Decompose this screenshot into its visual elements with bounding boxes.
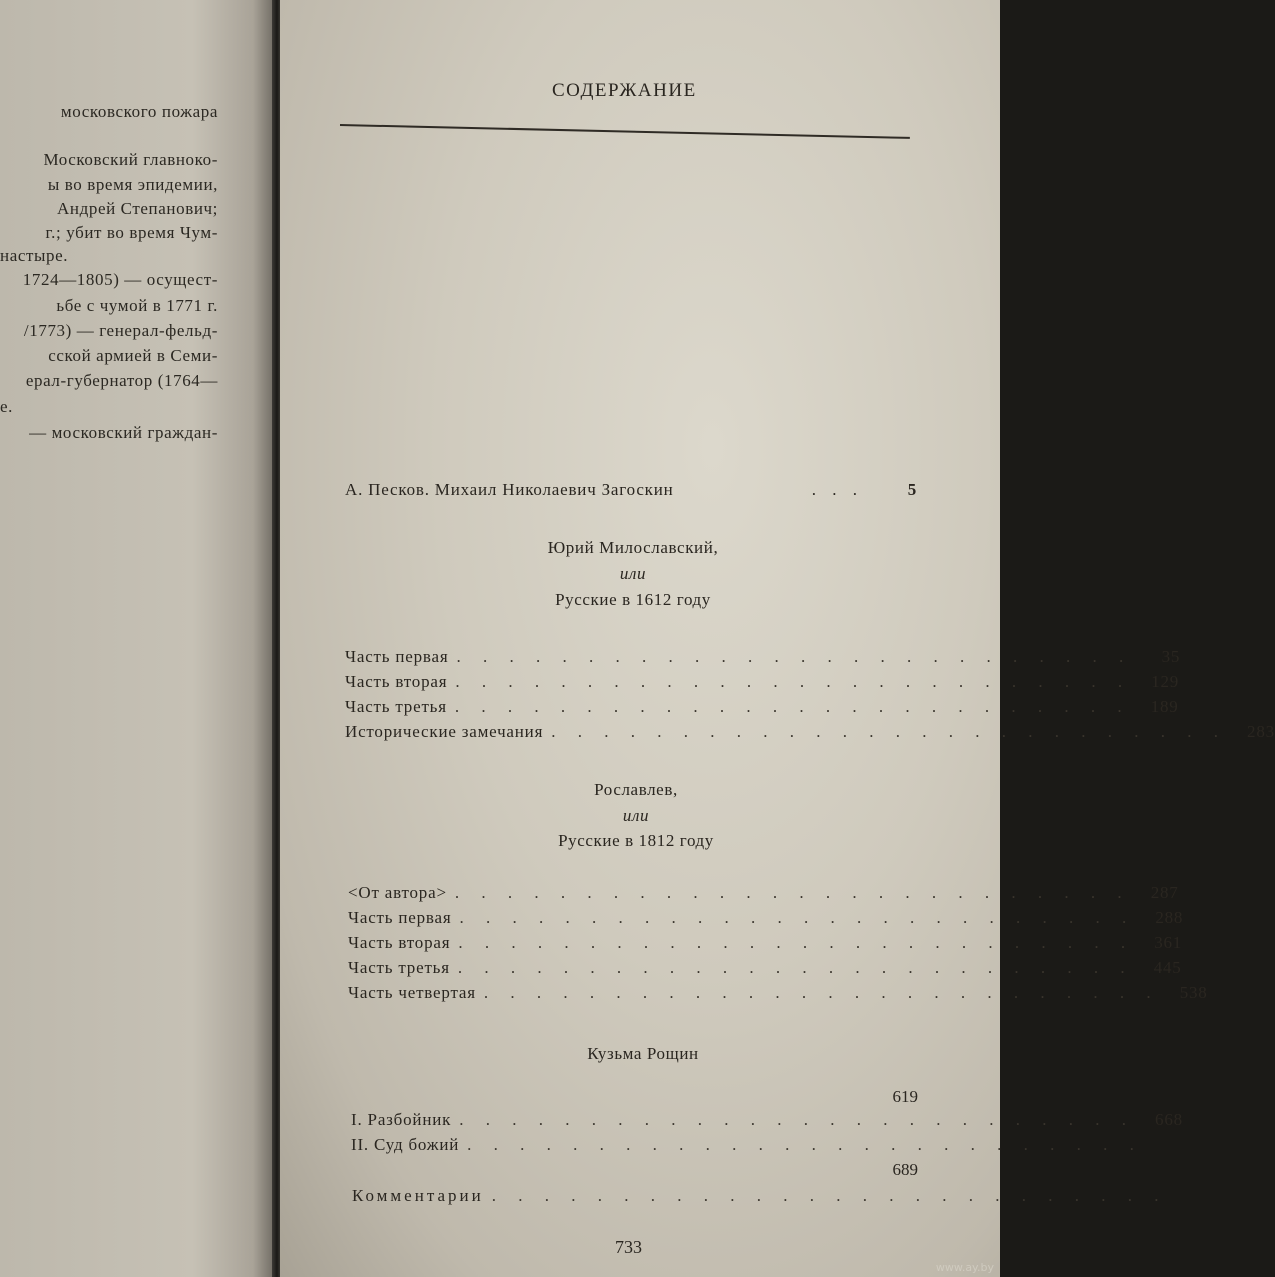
toc-leader-dots: . . . . . . . . . . . . . . . . . . . . . . . . . . [551, 722, 1227, 741]
toc-entry [351, 1135, 1143, 1155]
right-page [280, 0, 1000, 1277]
toc-leader-dots: . . . . . . . . . . . . . . . . . . . . . . . . . . [454, 883, 1131, 902]
toc-entry-label: Часть вторая [348, 933, 451, 952]
toc-entry-page: 538 [1179, 983, 1208, 1002]
toc-entry-page: 5 [907, 480, 917, 499]
toc-leader-dots: . . . . . . . . . . . . . . . . . . . . . . . . . . [455, 672, 1132, 691]
toc-entry [348, 958, 1182, 978]
toc-entry-page: 35 [1161, 647, 1181, 666]
toc-entry [348, 933, 1183, 953]
toc-leader-dots: . . . . . . . . . . . . . . . . . . . . . . . . . . [456, 647, 1133, 666]
toc-entry-page: 283 [1247, 722, 1275, 741]
toc-entry-label: А. Песков. Михаил Николаевич Загоскин [345, 480, 674, 499]
left-text-line: московского пожара [60, 102, 218, 121]
toc-entry-page: 129 [1151, 672, 1180, 691]
toc-leader-dots: . . . . . . . . . . . . . . . . . . . . . . . . . . [459, 908, 1136, 927]
toc-entry-intro [345, 480, 917, 500]
toc-entry-dots: . . . [811, 480, 863, 499]
toc-entry [345, 647, 1181, 667]
section-title-line: Рославлев, [594, 780, 678, 799]
toc-entry [348, 883, 1179, 903]
section-title-line: Юрий Милославский, [547, 538, 719, 557]
toc-entry [345, 672, 1180, 692]
toc-leader-dots: . . . . . . . . . . . . . . . . . . . . . . . . . . [491, 1186, 1168, 1205]
toc-leader-dots: . . . . . . . . . . . . . . . . . . . . . . . . . . [459, 1110, 1135, 1129]
toc-entry-label: Исторические замечания [345, 722, 544, 741]
left-text-line: /1773) — генерал-фельд- [23, 321, 218, 340]
toc-leader-dots: . . . . . . . . . . . . . . . . . . . . . . . . . . [454, 697, 1131, 716]
left-text-line: ерал-губернатор (1764— [25, 371, 218, 390]
page-number: 733 [615, 1237, 642, 1257]
section-title-line: или [622, 806, 650, 825]
left-text-line: Андрей Степанович; [57, 199, 218, 218]
toc-entry-label: Часть четвертая [348, 983, 476, 1002]
left-text-line: 1724—1805) — осущест- [22, 270, 218, 289]
toc-entry-page: 361 [1154, 933, 1183, 952]
toc-entry-page: 619 [892, 1087, 918, 1106]
page-title: СОДЕРЖАНИЕ [552, 80, 697, 101]
section-title-line: Русские в 1812 году [558, 831, 714, 850]
toc-leader-dots: . . . . . . . . . . . . . . . . . . . . . . . . . . [483, 983, 1160, 1002]
left-text-line: Московский главноко- [43, 150, 218, 169]
toc-entry [351, 1110, 1183, 1130]
section-title-line: Кузьма Рощин [587, 1044, 699, 1063]
toc-entry-label: II. Суд божий [351, 1135, 460, 1154]
toc-leader-dots: . . . . . . . . . . . . . . . . . . . . . . . . . . [467, 1135, 1143, 1154]
toc-entry-label: Комментарии [352, 1186, 484, 1205]
toc-entry-comments [352, 1186, 1168, 1206]
toc-entry-page: 189 [1150, 697, 1179, 716]
toc-entry [345, 697, 1179, 717]
left-page [0, 0, 275, 1277]
watermark: www.ay.by [935, 1261, 994, 1274]
toc-entry [345, 722, 1275, 742]
left-text-line: ьбе с чумой в 1771 г. [56, 296, 218, 315]
toc-entry [348, 983, 1208, 1003]
toc-entry-label: <От автора> [348, 883, 447, 902]
left-text-line: настыре. [0, 246, 69, 265]
toc-entry-label: Часть первая [345, 647, 449, 666]
left-text-line: е. [0, 397, 13, 416]
left-text-line: г.; убит во время Чум- [45, 223, 218, 242]
section-title-line: или [619, 564, 647, 583]
toc-entry-page: 287 [1150, 883, 1179, 902]
toc-entry-label: Часть первая [348, 908, 452, 927]
left-text-line: — московский граждан- [29, 423, 218, 442]
toc-entry-page: 288 [1155, 908, 1184, 927]
toc-entry-label: Часть третья [345, 697, 447, 716]
toc-entry-label: Часть третья [348, 958, 450, 977]
section-title-line: Русские в 1612 году [555, 590, 711, 609]
left-text-line: ы во время эпидемии, [47, 175, 218, 194]
toc-entry-page: 668 [1155, 1110, 1183, 1129]
toc-leader-dots: . . . . . . . . . . . . . . . . . . . . . . . . . . [457, 958, 1134, 977]
toc-entry-page: 689 [892, 1160, 918, 1179]
toc-entry [348, 908, 1184, 928]
toc-leader-dots: . . . . . . . . . . . . . . . . . . . . . . . . . . [458, 933, 1135, 952]
toc-entry-label: I. Разбойник [351, 1110, 452, 1129]
toc-entry-label: Часть вторая [345, 672, 448, 691]
toc-entry-page: 445 [1153, 958, 1182, 977]
left-text-line: сской армией в Семи- [48, 346, 218, 365]
